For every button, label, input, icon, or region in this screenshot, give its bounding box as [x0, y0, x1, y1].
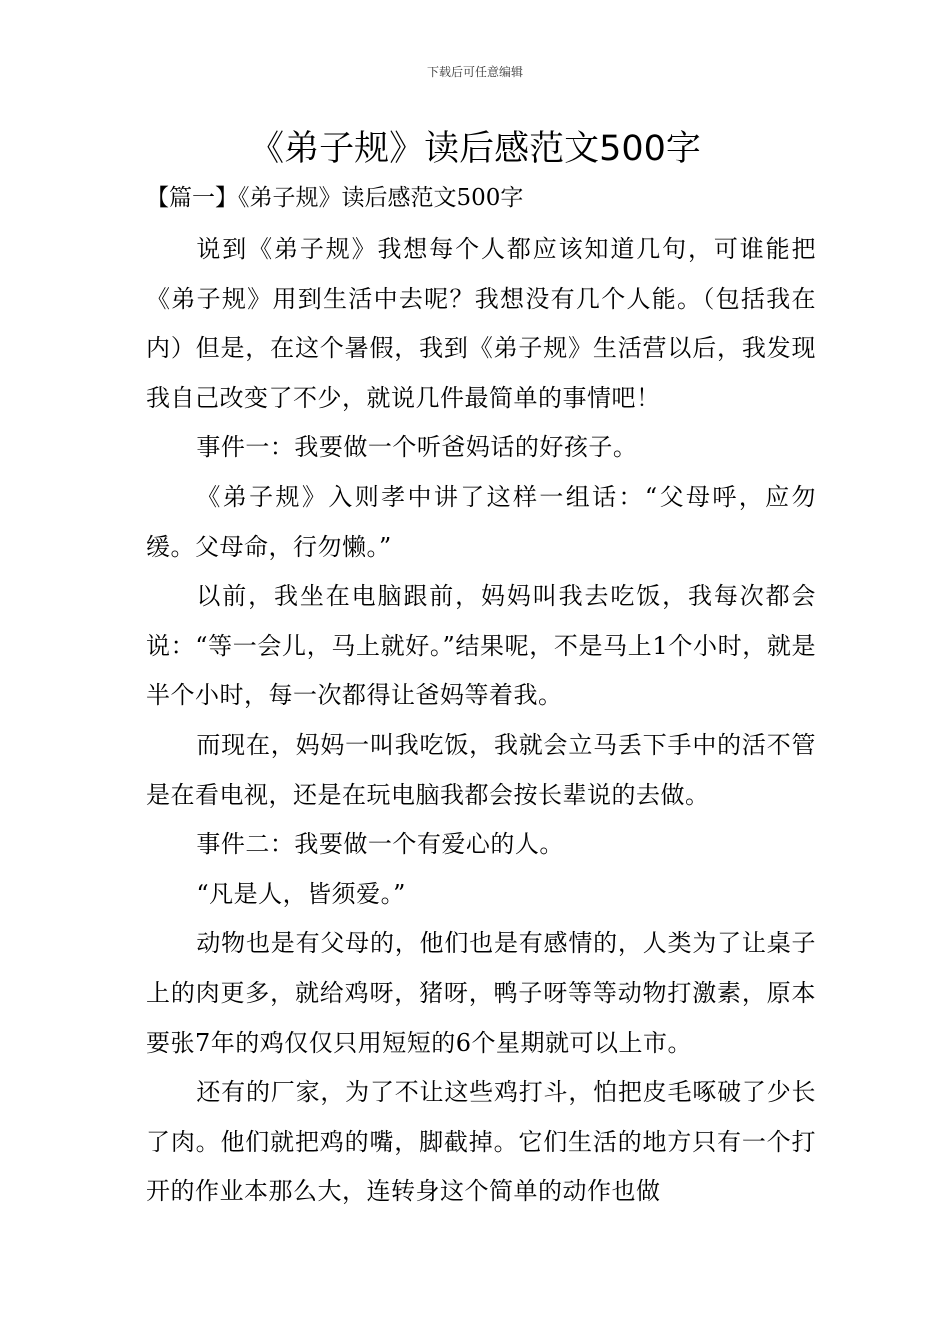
paragraph: 还有的厂家，为了不让这些鸡打斗，怕把皮毛啄破了少长了肉。他们就把鸡的嘴，脚截掉。它们生活的地方只有一个打开的作业本那么大，连转身这个简单的动作也做 — [146, 1078, 816, 1206]
paragraph: 而现在，妈妈一叫我吃饭，我就会立马丢下手中的活不管是在看电视，还是在玩电脑我都会按长辈说的去做。 — [146, 730, 816, 809]
paragraph: 事件二：我要做一个有爱心的人。 — [196, 830, 564, 859]
section-heading: 【篇一】《弟子规》读后感范文500字 — [146, 185, 524, 211]
document-body — [146, 225, 816, 1217]
header-note: 下载后可任意编辑 — [426, 65, 523, 79]
paragraph: 事件一：我要做一个听爸妈话的好孩子。 — [196, 433, 638, 462]
paragraph: 以前，我坐在电脑跟前，妈妈叫我去吃饭，我每次都会说：“等一会儿，马上就好。”结果呢，不是马上1个小时，就是半个小时，每一次都得让爸妈等着我。 — [146, 582, 816, 710]
document-title: 《弟子规》读后感范文500字 — [249, 129, 701, 169]
paragraph: “凡是人，皆须爱。” — [196, 879, 406, 908]
paragraph: 说到《弟子规》我想每个人都应该知道几句，可谁能把《弟子规》用到生活中去呢？我想没有几个人能。（包括我在内）但是，在这个暑假，我到《弟子规》生活营以后，我发现我自己改变了不少，就说几件最简单的事情吧！ — [146, 235, 816, 412]
paragraph: 《弟子规》入则孝中讲了这样一组话：“父母呼，应勿缓。父母命，行勿懒。” — [146, 482, 816, 561]
paragraph: 动物也是有父母的，他们也是有感情的，人类为了让桌子上的肉更多，就给鸡呀，猪呀，鸭子呀等等动物打激素，原本要张7年的鸡仅仅只用短短的6个星期就可以上市。 — [146, 929, 816, 1057]
